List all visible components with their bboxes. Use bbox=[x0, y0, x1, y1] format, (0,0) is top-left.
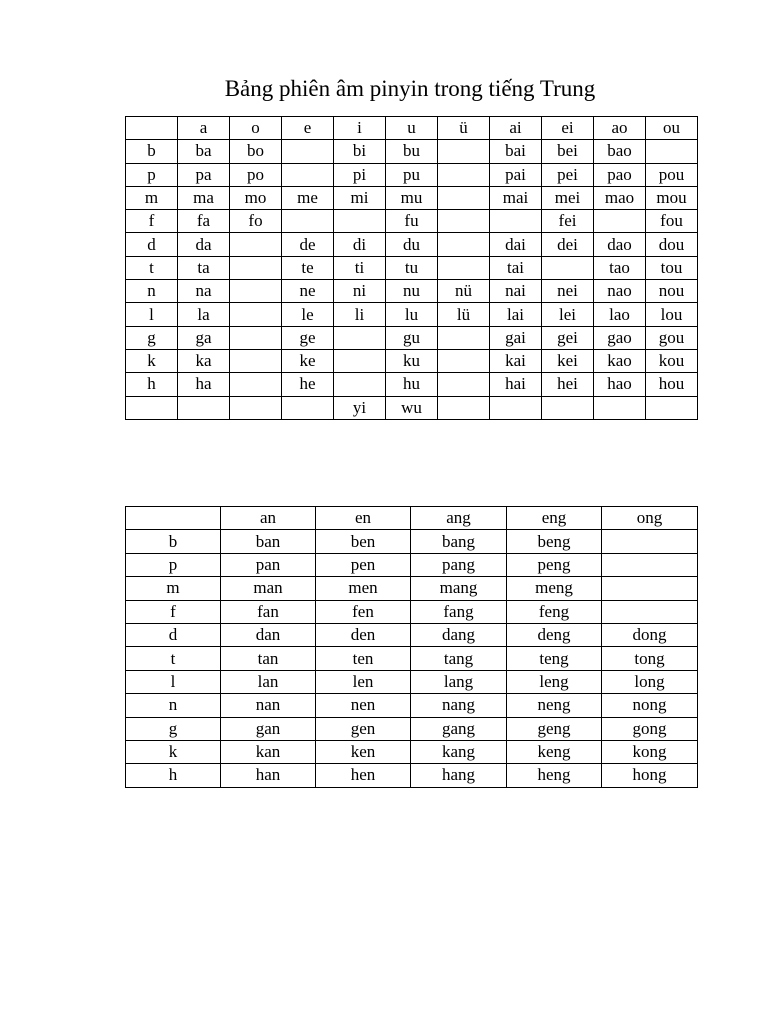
syllable-cell: pai bbox=[490, 163, 542, 186]
initial-cell: d bbox=[126, 233, 178, 256]
table-row bbox=[126, 764, 698, 787]
syllable-cell bbox=[230, 396, 282, 419]
syllable-cell: ku bbox=[386, 349, 438, 372]
syllable-cell bbox=[438, 163, 490, 186]
table-header-row bbox=[126, 507, 698, 530]
final-header-cell: eng bbox=[507, 507, 602, 530]
final-header-cell: ong bbox=[602, 507, 698, 530]
syllable-cell: ha bbox=[178, 373, 230, 396]
table-row bbox=[126, 396, 698, 419]
syllable-cell bbox=[282, 140, 334, 163]
syllable-cell: beng bbox=[507, 530, 602, 553]
table-row bbox=[126, 577, 698, 600]
table-body bbox=[126, 140, 698, 420]
pinyin-table-simple-finals bbox=[125, 116, 698, 420]
syllable-cell: li bbox=[334, 303, 386, 326]
syllable-cell: mou bbox=[646, 186, 698, 209]
initial-cell: f bbox=[126, 600, 221, 623]
syllable-cell: kai bbox=[490, 349, 542, 372]
syllable-cell: wu bbox=[386, 396, 438, 419]
syllable-cell: neng bbox=[507, 694, 602, 717]
syllable-cell: dan bbox=[221, 623, 316, 646]
table-row bbox=[126, 349, 698, 372]
table-row bbox=[126, 530, 698, 553]
syllable-cell: meng bbox=[507, 577, 602, 600]
table-header-row bbox=[126, 117, 698, 140]
syllable-cell: fa bbox=[178, 210, 230, 233]
syllable-cell: gai bbox=[490, 326, 542, 349]
initial-cell: n bbox=[126, 280, 178, 303]
syllable-cell: dai bbox=[490, 233, 542, 256]
syllable-cell: ben bbox=[316, 530, 411, 553]
syllable-cell: feng bbox=[507, 600, 602, 623]
initial-cell: l bbox=[126, 670, 221, 693]
syllable-cell: gao bbox=[594, 326, 646, 349]
table-body bbox=[126, 530, 698, 787]
syllable-cell bbox=[438, 140, 490, 163]
initial-cell: m bbox=[126, 577, 221, 600]
final-header-cell: an bbox=[221, 507, 316, 530]
syllable-cell bbox=[282, 396, 334, 419]
syllable-cell: nao bbox=[594, 280, 646, 303]
final-header-cell: ao bbox=[594, 117, 646, 140]
syllable-cell: fu bbox=[386, 210, 438, 233]
syllable-cell: keng bbox=[507, 740, 602, 763]
initial-cell: p bbox=[126, 163, 178, 186]
syllable-cell: po bbox=[230, 163, 282, 186]
syllable-cell: mu bbox=[386, 186, 438, 209]
syllable-cell: du bbox=[386, 233, 438, 256]
syllable-cell: gang bbox=[411, 717, 507, 740]
syllable-cell: mao bbox=[594, 186, 646, 209]
syllable-cell: fan bbox=[221, 600, 316, 623]
initial-cell: k bbox=[126, 740, 221, 763]
syllable-cell: tan bbox=[221, 647, 316, 670]
syllable-cell: lei bbox=[542, 303, 594, 326]
syllable-cell: man bbox=[221, 577, 316, 600]
syllable-cell: dang bbox=[411, 623, 507, 646]
syllable-cell: de bbox=[282, 233, 334, 256]
syllable-cell: yi bbox=[334, 396, 386, 419]
syllable-cell bbox=[230, 233, 282, 256]
final-header-cell: e bbox=[282, 117, 334, 140]
syllable-cell: ka bbox=[178, 349, 230, 372]
syllable-cell: hang bbox=[411, 764, 507, 787]
syllable-cell: da bbox=[178, 233, 230, 256]
syllable-cell: pi bbox=[334, 163, 386, 186]
syllable-cell bbox=[646, 396, 698, 419]
syllable-cell: dao bbox=[594, 233, 646, 256]
syllable-cell: hai bbox=[490, 373, 542, 396]
syllable-cell bbox=[602, 553, 698, 576]
syllable-cell: la bbox=[178, 303, 230, 326]
syllable-cell bbox=[438, 233, 490, 256]
syllable-cell: nan bbox=[221, 694, 316, 717]
syllable-cell: lou bbox=[646, 303, 698, 326]
syllable-cell: gen bbox=[316, 717, 411, 740]
corner-cell bbox=[126, 507, 221, 530]
syllable-cell: pao bbox=[594, 163, 646, 186]
syllable-cell: tong bbox=[602, 647, 698, 670]
table-row bbox=[126, 694, 698, 717]
syllable-cell: gong bbox=[602, 717, 698, 740]
syllable-cell: bi bbox=[334, 140, 386, 163]
syllable-cell: gan bbox=[221, 717, 316, 740]
syllable-cell: pang bbox=[411, 553, 507, 576]
syllable-cell: kan bbox=[221, 740, 316, 763]
syllable-cell: hong bbox=[602, 764, 698, 787]
syllable-cell: ken bbox=[316, 740, 411, 763]
syllable-cell bbox=[602, 600, 698, 623]
syllable-cell: fei bbox=[542, 210, 594, 233]
syllable-cell: lu bbox=[386, 303, 438, 326]
syllable-cell: kang bbox=[411, 740, 507, 763]
syllable-cell: gu bbox=[386, 326, 438, 349]
syllable-cell: tou bbox=[646, 256, 698, 279]
syllable-cell: mai bbox=[490, 186, 542, 209]
syllable-cell bbox=[490, 210, 542, 233]
final-header-cell: ou bbox=[646, 117, 698, 140]
syllable-cell: pou bbox=[646, 163, 698, 186]
syllable-cell bbox=[178, 396, 230, 419]
syllable-cell: ten bbox=[316, 647, 411, 670]
final-header-cell: ei bbox=[542, 117, 594, 140]
syllable-cell: gei bbox=[542, 326, 594, 349]
table-row bbox=[126, 670, 698, 693]
syllable-cell: fo bbox=[230, 210, 282, 233]
syllable-cell bbox=[490, 396, 542, 419]
syllable-cell: pa bbox=[178, 163, 230, 186]
syllable-cell: fang bbox=[411, 600, 507, 623]
initial-cell: k bbox=[126, 349, 178, 372]
syllable-cell: fen bbox=[316, 600, 411, 623]
syllable-cell: hu bbox=[386, 373, 438, 396]
syllable-cell: ni bbox=[334, 280, 386, 303]
syllable-cell: geng bbox=[507, 717, 602, 740]
syllable-cell bbox=[438, 396, 490, 419]
syllable-cell bbox=[438, 210, 490, 233]
table-row bbox=[126, 303, 698, 326]
initial-cell: t bbox=[126, 256, 178, 279]
syllable-cell: kong bbox=[602, 740, 698, 763]
syllable-cell: pei bbox=[542, 163, 594, 186]
syllable-cell: mi bbox=[334, 186, 386, 209]
syllable-cell: nong bbox=[602, 694, 698, 717]
syllable-cell bbox=[230, 349, 282, 372]
syllable-cell: den bbox=[316, 623, 411, 646]
syllable-cell: tang bbox=[411, 647, 507, 670]
syllable-cell: pu bbox=[386, 163, 438, 186]
syllable-cell: kei bbox=[542, 349, 594, 372]
syllable-cell: men bbox=[316, 577, 411, 600]
final-header-cell: en bbox=[316, 507, 411, 530]
syllable-cell bbox=[282, 210, 334, 233]
pinyin-table-nasal-finals bbox=[125, 506, 698, 788]
syllable-cell: tao bbox=[594, 256, 646, 279]
table-row bbox=[126, 163, 698, 186]
syllable-cell bbox=[334, 349, 386, 372]
table-row bbox=[126, 256, 698, 279]
syllable-cell bbox=[230, 326, 282, 349]
table-row bbox=[126, 233, 698, 256]
syllable-cell bbox=[334, 326, 386, 349]
syllable-cell: teng bbox=[507, 647, 602, 670]
table-row bbox=[126, 647, 698, 670]
syllable-cell bbox=[230, 303, 282, 326]
initial-cell: d bbox=[126, 623, 221, 646]
syllable-cell: gou bbox=[646, 326, 698, 349]
syllable-cell: peng bbox=[507, 553, 602, 576]
initial-cell: h bbox=[126, 373, 178, 396]
syllable-cell: ne bbox=[282, 280, 334, 303]
syllable-cell: han bbox=[221, 764, 316, 787]
table-row bbox=[126, 140, 698, 163]
syllable-cell bbox=[542, 396, 594, 419]
syllable-cell: kao bbox=[594, 349, 646, 372]
syllable-cell: na bbox=[178, 280, 230, 303]
final-header-cell: ai bbox=[490, 117, 542, 140]
syllable-cell bbox=[230, 280, 282, 303]
corner-cell bbox=[126, 117, 178, 140]
syllable-cell: le bbox=[282, 303, 334, 326]
table-header bbox=[126, 507, 698, 530]
syllable-cell: bu bbox=[386, 140, 438, 163]
syllable-cell bbox=[334, 210, 386, 233]
syllable-cell: kou bbox=[646, 349, 698, 372]
final-header-cell: ang bbox=[411, 507, 507, 530]
initial-cell: g bbox=[126, 717, 221, 740]
syllable-cell: nen bbox=[316, 694, 411, 717]
syllable-cell: ba bbox=[178, 140, 230, 163]
syllable-cell: hei bbox=[542, 373, 594, 396]
syllable-cell: ke bbox=[282, 349, 334, 372]
syllable-cell: me bbox=[282, 186, 334, 209]
syllable-cell: dong bbox=[602, 623, 698, 646]
syllable-cell: mei bbox=[542, 186, 594, 209]
syllable-cell: nei bbox=[542, 280, 594, 303]
syllable-cell: bai bbox=[490, 140, 542, 163]
syllable-cell bbox=[594, 210, 646, 233]
syllable-cell: bei bbox=[542, 140, 594, 163]
syllable-cell bbox=[438, 256, 490, 279]
syllable-cell: bang bbox=[411, 530, 507, 553]
syllable-cell: lao bbox=[594, 303, 646, 326]
table-row bbox=[126, 600, 698, 623]
initial-cell: f bbox=[126, 210, 178, 233]
final-header-cell: u bbox=[386, 117, 438, 140]
syllable-cell: dei bbox=[542, 233, 594, 256]
syllable-cell: nü bbox=[438, 280, 490, 303]
table-row bbox=[126, 623, 698, 646]
syllable-cell: tai bbox=[490, 256, 542, 279]
table-row bbox=[126, 280, 698, 303]
syllable-cell: tu bbox=[386, 256, 438, 279]
syllable-cell: nu bbox=[386, 280, 438, 303]
table-row bbox=[126, 186, 698, 209]
table-row bbox=[126, 740, 698, 763]
syllable-cell: hao bbox=[594, 373, 646, 396]
syllable-cell: lü bbox=[438, 303, 490, 326]
syllable-cell: dou bbox=[646, 233, 698, 256]
syllable-cell: hen bbox=[316, 764, 411, 787]
initial-cell: h bbox=[126, 764, 221, 787]
syllable-cell: nang bbox=[411, 694, 507, 717]
syllable-cell: te bbox=[282, 256, 334, 279]
table-row bbox=[126, 210, 698, 233]
syllable-cell bbox=[438, 326, 490, 349]
final-header-cell: ü bbox=[438, 117, 490, 140]
syllable-cell: heng bbox=[507, 764, 602, 787]
syllable-cell: pen bbox=[316, 553, 411, 576]
syllable-cell: mo bbox=[230, 186, 282, 209]
syllable-cell: ga bbox=[178, 326, 230, 349]
syllable-cell: lang bbox=[411, 670, 507, 693]
syllable-cell: pan bbox=[221, 553, 316, 576]
initial-cell: n bbox=[126, 694, 221, 717]
syllable-cell: bo bbox=[230, 140, 282, 163]
syllable-cell bbox=[282, 163, 334, 186]
syllable-cell bbox=[230, 256, 282, 279]
syllable-cell: ma bbox=[178, 186, 230, 209]
syllable-cell: ban bbox=[221, 530, 316, 553]
syllable-cell bbox=[542, 256, 594, 279]
syllable-cell: di bbox=[334, 233, 386, 256]
initial-cell bbox=[126, 396, 178, 419]
table-row bbox=[126, 553, 698, 576]
initial-cell: t bbox=[126, 647, 221, 670]
syllable-cell: ge bbox=[282, 326, 334, 349]
syllable-cell: ta bbox=[178, 256, 230, 279]
syllable-cell bbox=[602, 530, 698, 553]
syllable-cell bbox=[594, 396, 646, 419]
final-header-cell: a bbox=[178, 117, 230, 140]
table-row bbox=[126, 326, 698, 349]
initial-cell: b bbox=[126, 530, 221, 553]
table-row bbox=[126, 373, 698, 396]
syllable-cell bbox=[230, 373, 282, 396]
syllable-cell bbox=[438, 186, 490, 209]
table-row bbox=[126, 717, 698, 740]
syllable-cell: bao bbox=[594, 140, 646, 163]
initial-cell: l bbox=[126, 303, 178, 326]
syllable-cell: mang bbox=[411, 577, 507, 600]
syllable-cell: ti bbox=[334, 256, 386, 279]
syllable-cell bbox=[334, 373, 386, 396]
initial-cell: g bbox=[126, 326, 178, 349]
final-header-cell: i bbox=[334, 117, 386, 140]
syllable-cell: fou bbox=[646, 210, 698, 233]
syllable-cell: lai bbox=[490, 303, 542, 326]
syllable-cell: he bbox=[282, 373, 334, 396]
syllable-cell bbox=[646, 140, 698, 163]
syllable-cell: long bbox=[602, 670, 698, 693]
initial-cell: p bbox=[126, 553, 221, 576]
syllable-cell bbox=[602, 577, 698, 600]
syllable-cell: hou bbox=[646, 373, 698, 396]
syllable-cell: leng bbox=[507, 670, 602, 693]
syllable-cell: nai bbox=[490, 280, 542, 303]
initial-cell: m bbox=[126, 186, 178, 209]
syllable-cell bbox=[438, 373, 490, 396]
syllable-cell: len bbox=[316, 670, 411, 693]
syllable-cell: deng bbox=[507, 623, 602, 646]
page-title: Bảng phiên âm pinyin trong tiếng Trung bbox=[224, 76, 596, 101]
table-header bbox=[126, 117, 698, 140]
initial-cell: b bbox=[126, 140, 178, 163]
syllable-cell: nou bbox=[646, 280, 698, 303]
syllable-cell bbox=[438, 349, 490, 372]
syllable-cell: lan bbox=[221, 670, 316, 693]
final-header-cell: o bbox=[230, 117, 282, 140]
